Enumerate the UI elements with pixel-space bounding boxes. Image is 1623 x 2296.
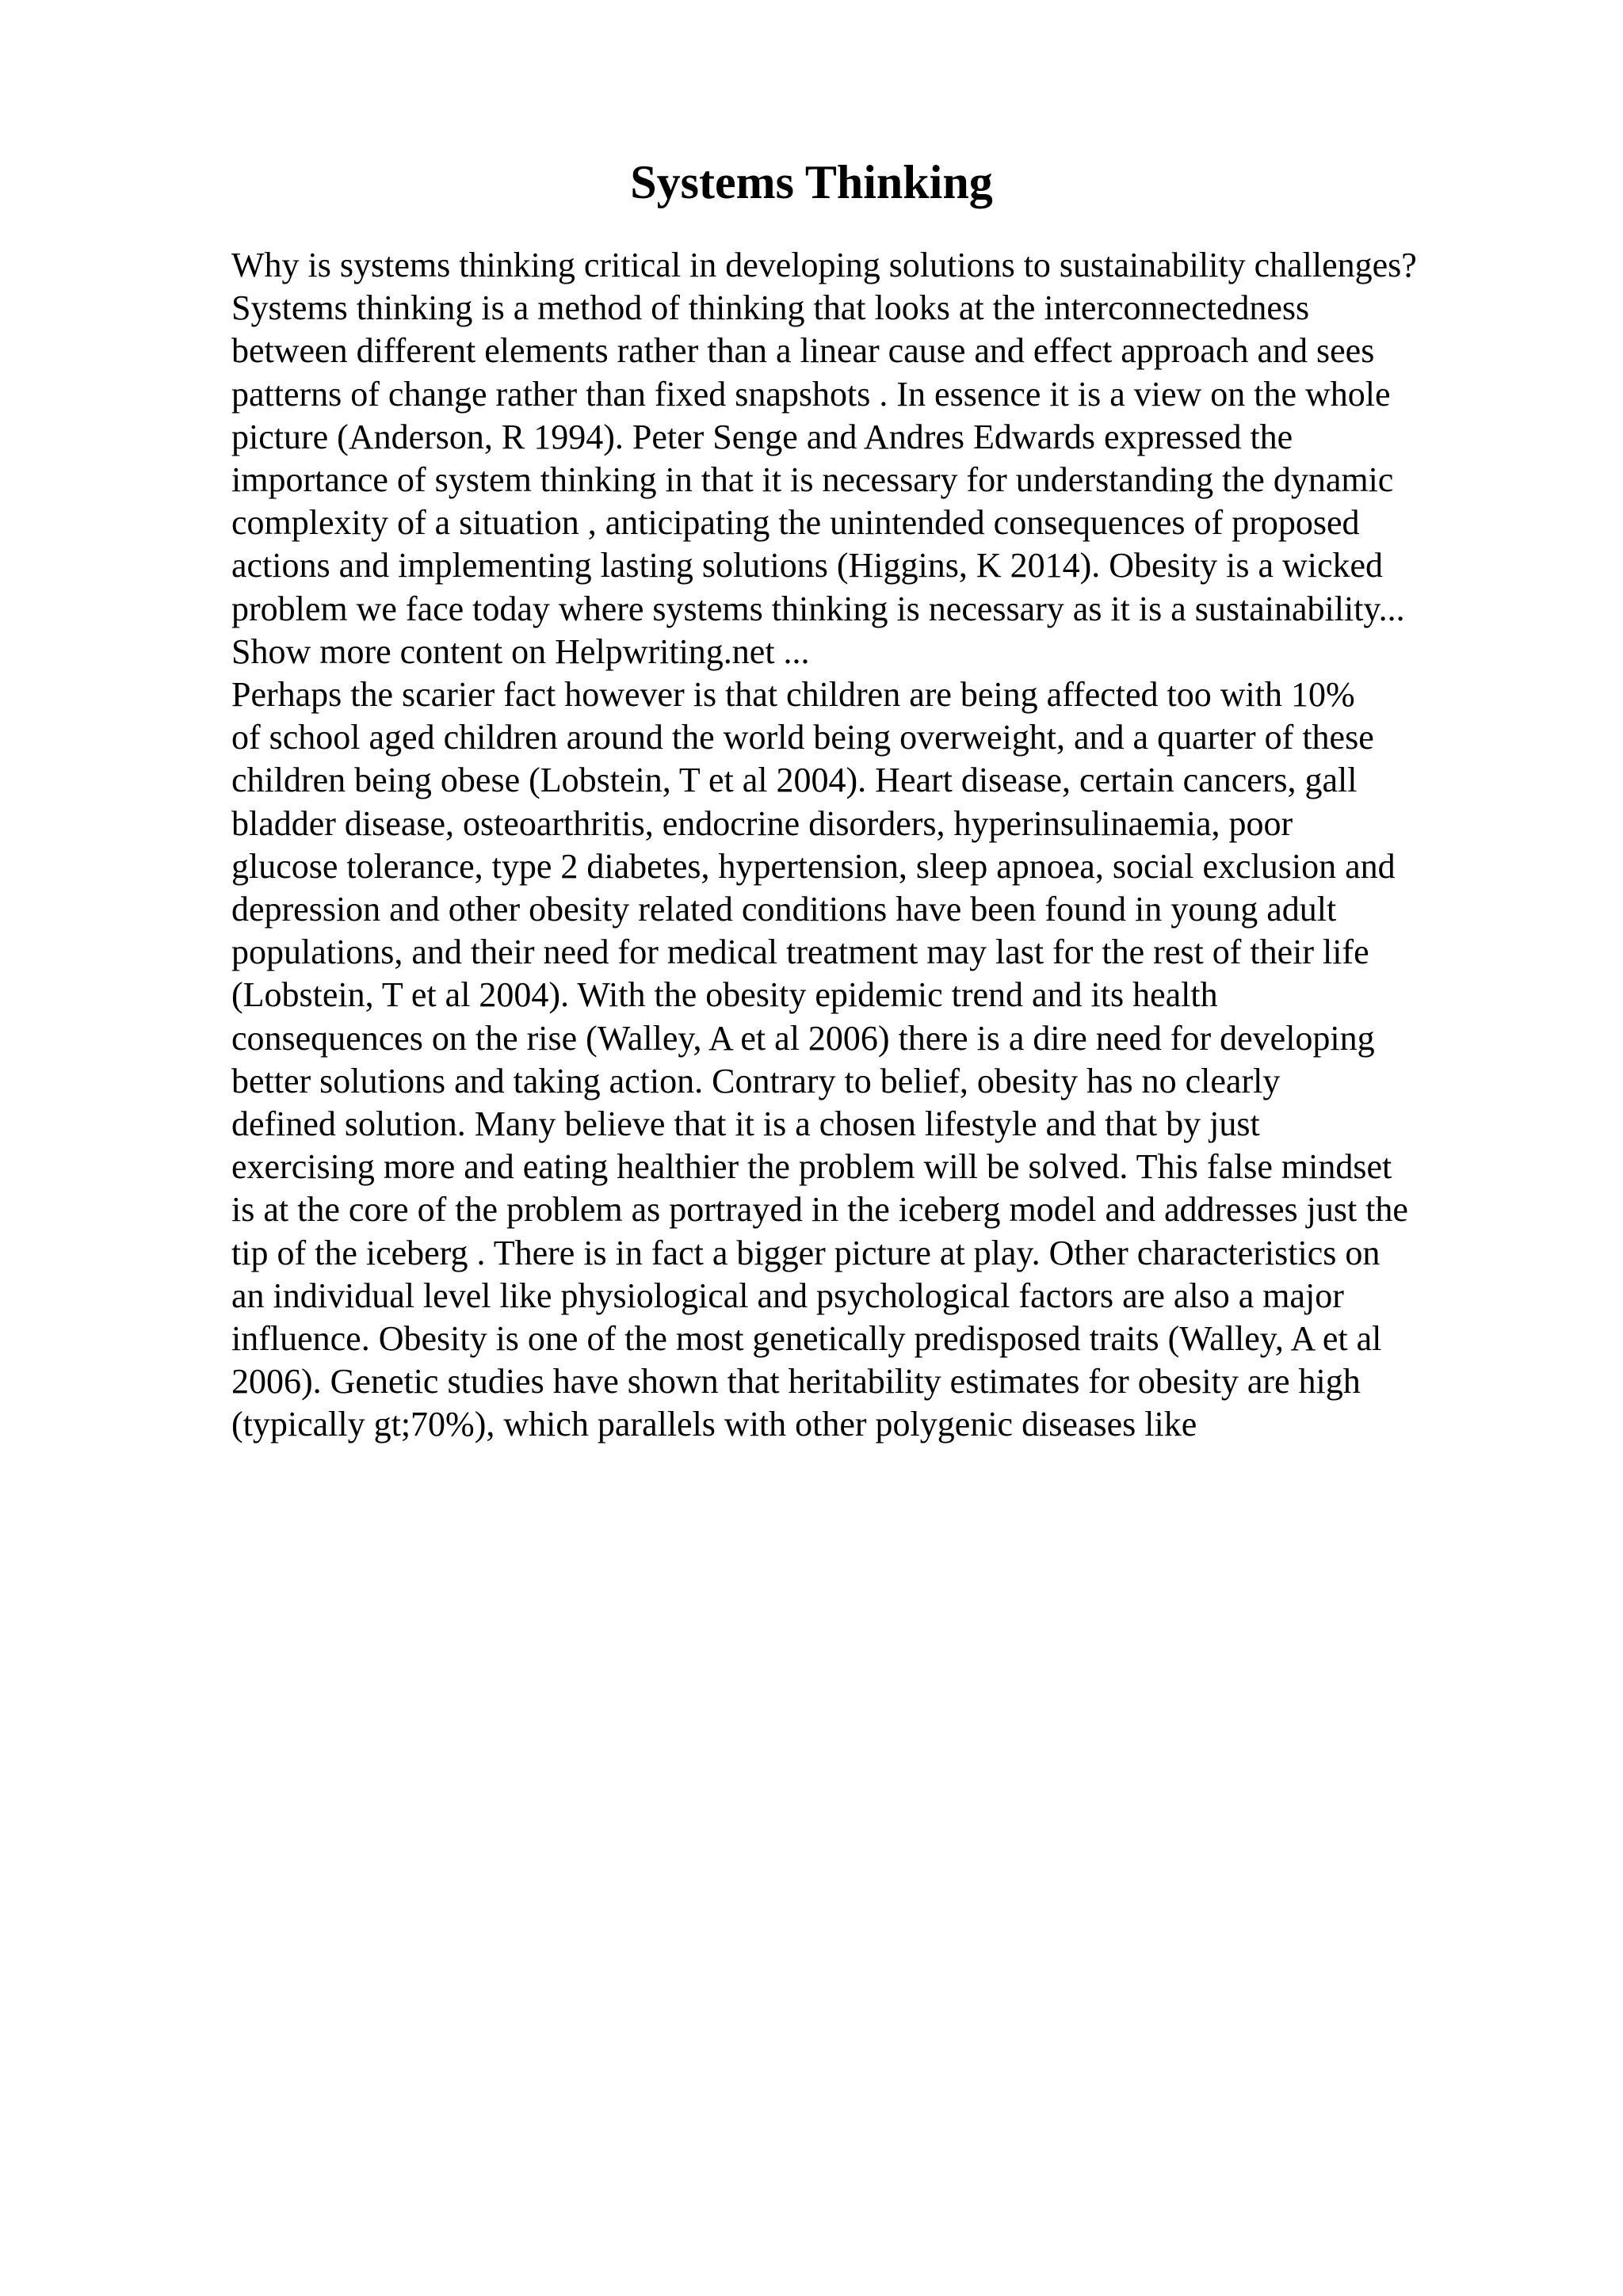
- text-line: between different elements rather than a linear cause and effect approach and sees: [231, 331, 1375, 371]
- text-line: complexity of a situation , anticipating the unintended consequences of proposed: [231, 503, 1360, 543]
- text-line: of school aged children around the world being overweight, and a quarter of these: [231, 718, 1374, 757]
- text-line: Systems thinking is a method of thinking that looks at the interconnectedness: [231, 288, 1310, 328]
- text-line: picture (Anderson, R 1994). Peter Senge and Andres Edwards expressed the: [231, 417, 1293, 456]
- text-line: bladder disease, osteoarthritis, endocrine disorders, hyperinsulinaemia, poor: [231, 803, 1293, 843]
- text-line: influence. Obesity is one of the most genetically predisposed traits (Walley, A et al: [231, 1319, 1382, 1359]
- text-line: problem we face today where systems thinking is necessary as it is a sustainability...: [231, 589, 1405, 628]
- text-line: defined solution. Many believe that it is a chosen lifestyle and that by just: [231, 1104, 1260, 1144]
- text-line: (typically gt;70%), which parallels with other polygenic diseases like: [231, 1405, 1197, 1444]
- text-line: consequences on the rise (Walley, A et al 2006) there is a dire need for developing: [231, 1018, 1375, 1058]
- text-line: patterns of change rather than fixed snapshots . In essence it is a view on the whole: [231, 374, 1391, 414]
- text-line: actions and implementing lasting solutions (Higgins, K 2014). Obesity is a wicked: [231, 546, 1384, 585]
- document-body: [231, 244, 1499, 1447]
- show-more-link[interactable]: Show more content on Helpwriting.net ...: [231, 631, 810, 671]
- document-title: Systems Thinking: [630, 156, 993, 208]
- text-line: importance of system thinking in that it is necessary for understanding the dynamic: [231, 460, 1394, 500]
- text-line: Perhaps the scarier fact however is that children are being affected too with 10%: [231, 675, 1355, 715]
- text-line: depression and other obesity related conditions have been found in young adult: [231, 890, 1337, 929]
- text-line: 2006). Genetic studies have shown that heritability estimates for obesity are high: [231, 1362, 1361, 1402]
- text-line: exercising more and eating healthier the problem will be solved. This false mindset: [231, 1147, 1392, 1187]
- text-line: glucose tolerance, type 2 diabetes, hypertension, sleep apnoea, social exclusion and: [231, 846, 1396, 886]
- text-line: is at the core of the problem as portrayed in the iceberg model and addresses just the: [231, 1190, 1408, 1230]
- text-line: an individual level like physiological and psychological factors are also a major: [231, 1276, 1344, 1315]
- text-line: populations, and their need for medical treatment may last for the rest of their life: [231, 933, 1369, 972]
- text-line: Why is systems thinking critical in developing solutions to sustainability challenges?: [231, 246, 1417, 284]
- text-line: children being obese (Lobstein, T et al 2004). Heart disease, certain cancers, gall: [231, 761, 1358, 800]
- text-line: (Lobstein, T et al 2004). With the obesity epidemic trend and its health: [231, 975, 1218, 1015]
- text-line: tip of the iceberg . There is in fact a bigger picture at play. Other characteristics on: [231, 1233, 1381, 1272]
- text-line: better solutions and taking action. Contrary to belief, obesity has no clearly: [231, 1061, 1281, 1100]
